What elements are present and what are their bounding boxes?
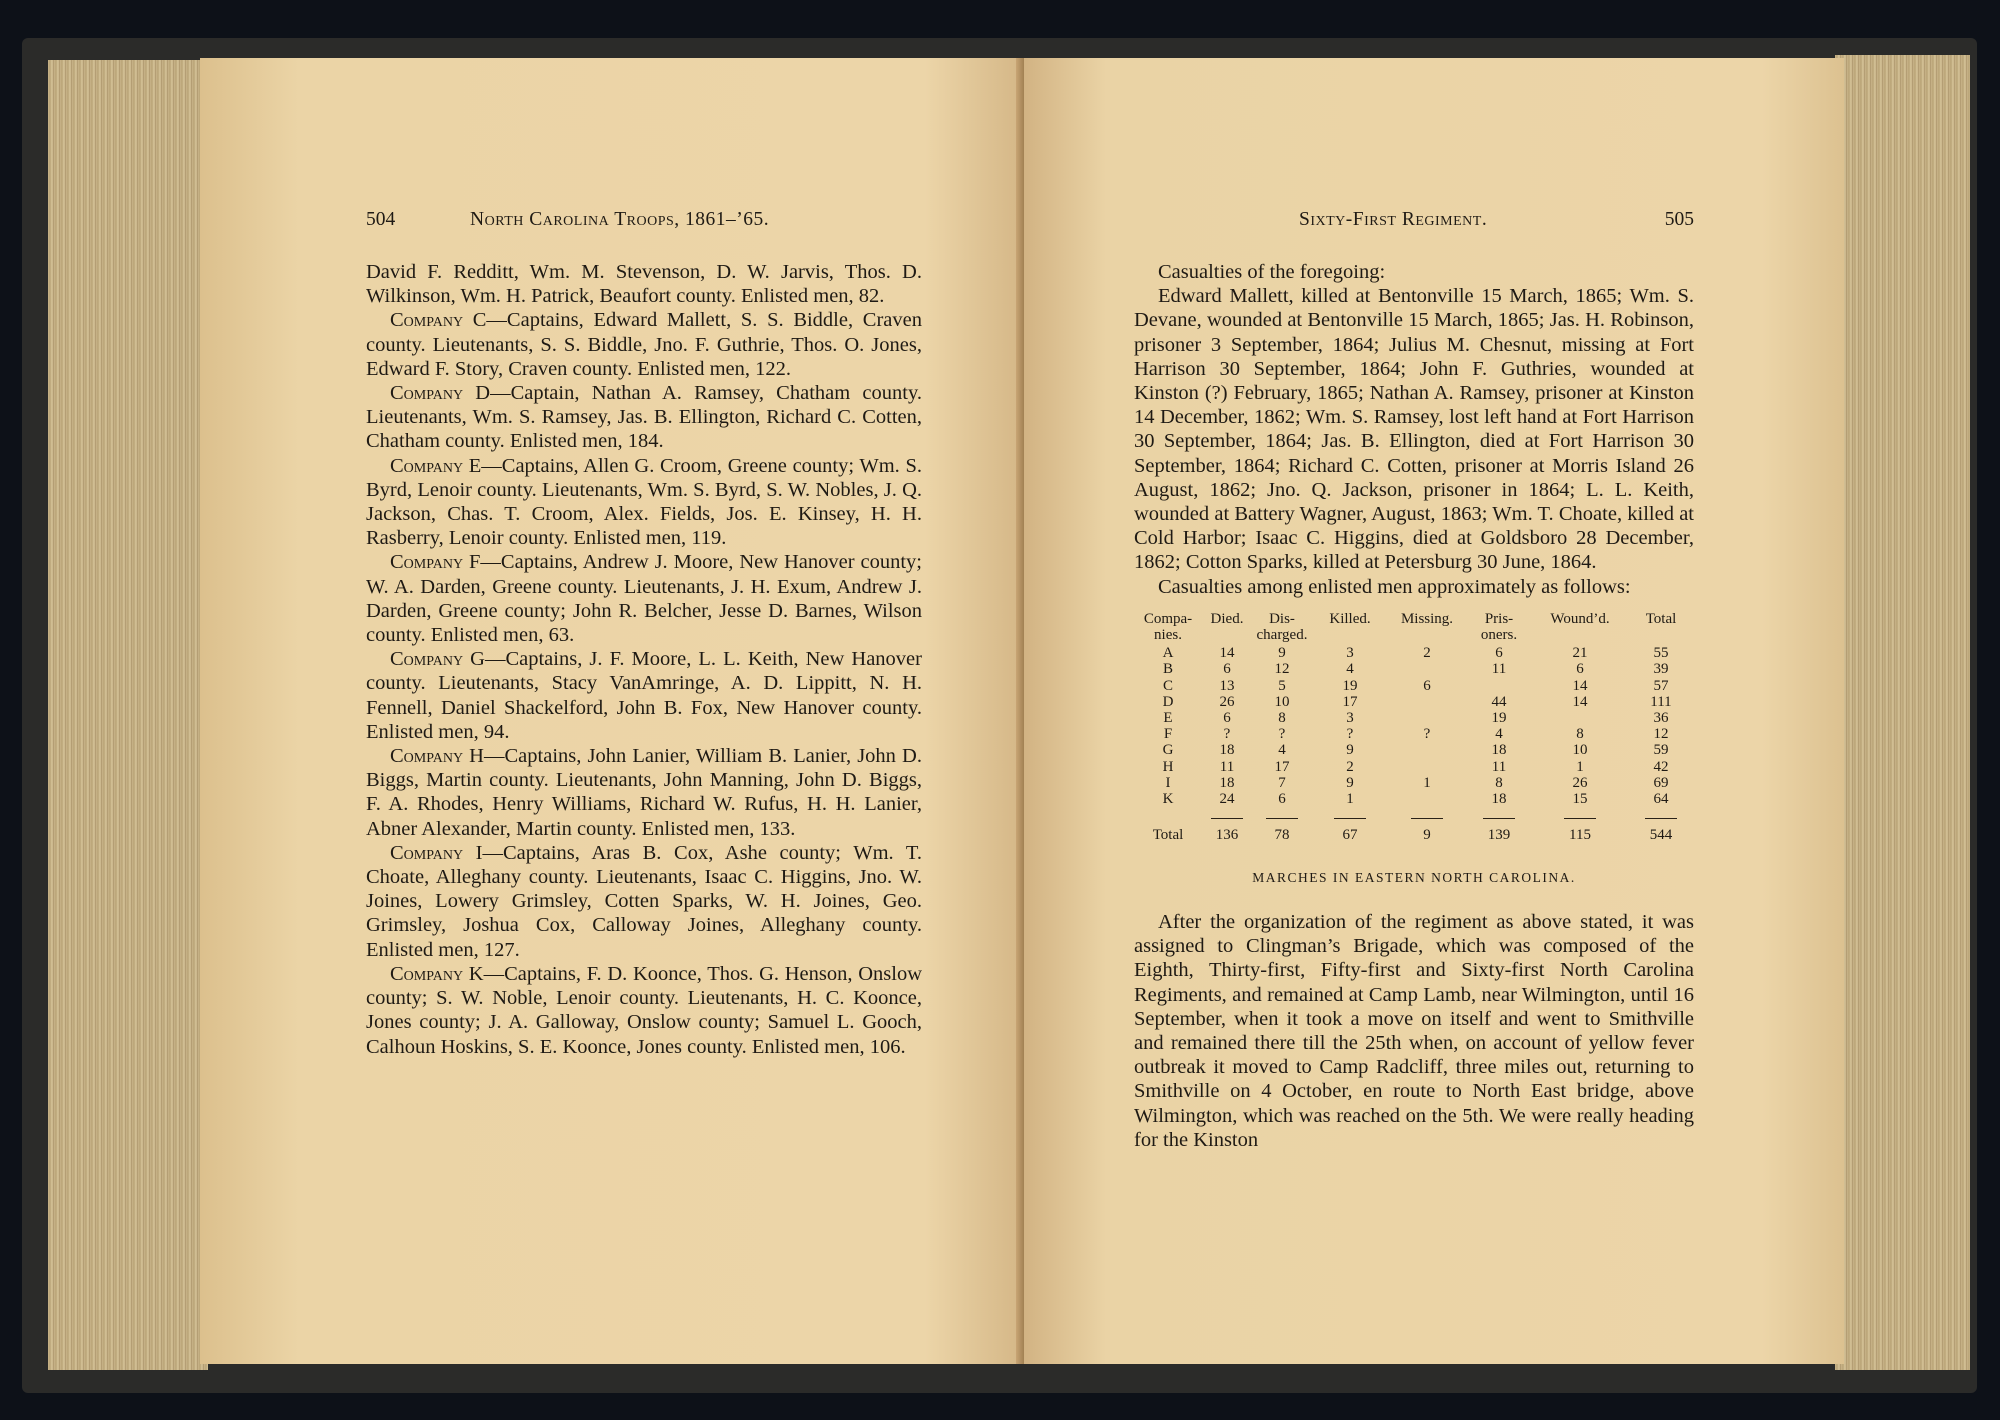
table-cell: ? <box>1346 726 1354 743</box>
table-cell: 10 <box>1572 742 1588 759</box>
table-cell: 111 <box>1650 693 1672 710</box>
table-row <box>1134 759 1694 775</box>
company-label: Company C <box>390 309 487 332</box>
left-page-text <box>366 208 922 1059</box>
col-header: Wound’d. <box>1550 610 1610 627</box>
table-cell: 8 <box>1495 774 1503 791</box>
table-cell: 6 <box>1278 791 1286 808</box>
table-cell: 15 <box>1572 791 1588 808</box>
right-running-head <box>1134 208 1694 236</box>
table-cell: 8 <box>1278 710 1286 727</box>
col-header: Killed. <box>1329 610 1371 627</box>
table-cell: 4 <box>1278 742 1286 759</box>
table-cell: 44 <box>1491 693 1507 710</box>
company-paragraph <box>366 260 922 308</box>
company-paragraph <box>366 962 922 1059</box>
table-row <box>1134 645 1694 661</box>
table-cell: H <box>1162 758 1174 775</box>
company-text: —Captains, John Lanier, William B. Lanier, John D. Biggs, Martin county. Lieutenants, John Manning, John D. Biggs, F. A. Rhodes, Henry Williams, Richard W. Rufus, H. H. Lanier, Abner Alexander, Martin county. Enlisted men, 133. <box>366 745 922 840</box>
company-text: —Captain, Nathan A. Ramsey, Chatham county. Lieutenants, Wm. S. Ramsey, Jas. B. Ellington, Richard C. Cotten, Chatham county. Enlisted men, 184. <box>366 382 922 453</box>
table-cell: 10 <box>1274 693 1290 710</box>
table-row <box>1134 742 1694 758</box>
right-page-number: 505 <box>1664 209 1694 230</box>
right-running-title: Sixty-First Regiment. <box>1299 209 1488 230</box>
table-cell: 18 <box>1219 774 1235 791</box>
company-text: —Captains, Andrew J. Moore, New Hanover county; W. A. Darden, Greene county. Lieutenants, J. H. Exum, Andrew J. Darden, Greene county; John R. Belcher, Jesse D. Barnes, Wilson county. Enlisted men, 63. <box>366 551 922 647</box>
company-paragraph <box>366 841 922 962</box>
table-cell: 55 <box>1653 645 1669 662</box>
table-cell: 3 <box>1346 710 1354 727</box>
table-cell: C <box>1162 677 1173 694</box>
company-label: Company E <box>390 454 482 477</box>
company-paragraph <box>366 308 922 381</box>
casualty-table <box>1134 611 1694 844</box>
table-cell: E <box>1163 710 1173 727</box>
company-text: —Captains, J. F. Moore, L. L. Keith, New Hanover county. Lieutenants, Stacy VanAmringe, A. D. Lippitt, N. H. Fennell, Daniel Shackelford, John B. Fox, New Hanover county. Enlisted men, 94. <box>366 648 922 743</box>
company-label: Company I <box>390 841 483 864</box>
table-cell: B <box>1162 661 1173 678</box>
table-cell: 24 <box>1219 791 1235 808</box>
table-cell: 18 <box>1219 742 1235 759</box>
table-cell: 17 <box>1342 693 1358 710</box>
table-cell: 36 <box>1653 710 1669 727</box>
col-header: Pris- oners. <box>1480 610 1518 644</box>
table-cell: 8 <box>1576 726 1584 743</box>
page-edges-left <box>48 60 208 1370</box>
table-cell <box>1388 742 1466 758</box>
table-cell: 17 <box>1274 758 1290 775</box>
table-row <box>1134 710 1694 726</box>
table-cell: 39 <box>1653 661 1669 678</box>
table-cell <box>1388 710 1466 726</box>
company-text: —Captains, Allen G. Croom, Greene county; Wm. S. Byrd, Lenoir county. Lieutenants, Wm. S. Byrd, S. W. Nobles, J. Q. Jackson, Chas. T. Croom, Alex. Fields, Jos. E. Kinsey, H. H. Rasberry, Lenoir county. Enlisted men, 119. <box>366 454 922 550</box>
company-paragraph <box>366 550 922 647</box>
table-cell: 11 <box>1491 758 1507 775</box>
table-cell: 9 <box>1346 742 1354 759</box>
table-cell <box>1388 694 1466 710</box>
table-row <box>1134 791 1694 807</box>
table-cell: ? <box>1423 726 1431 743</box>
company-text: —Captains, F. D. Koonce, Thos. G. Henson, Onslow county; S. W. Noble, Lenoir county. Lieutenants, H. C. Koonce, Jones county; J. A. Galloway, Onslow county; Samuel L. Gooch, Calhoun Hoskins, S. E. Koonce, Jones county. Enlisted men, 106. <box>366 962 923 1058</box>
table-cell: 14 <box>1572 677 1588 694</box>
table-cell: 6 <box>1223 661 1231 678</box>
company-paragraph <box>366 744 922 841</box>
table-cell: 4 <box>1346 661 1354 678</box>
casualties-intro: Casualties of the foregoing: <box>1158 261 1386 283</box>
table-row <box>1134 726 1694 742</box>
table-cell: 11 <box>1219 758 1235 775</box>
table-cell: 12 <box>1274 661 1290 678</box>
table-cell: 1 <box>1346 791 1354 808</box>
table-body <box>1134 645 1694 807</box>
company-label: Company D <box>390 382 491 405</box>
table-cell: 14 <box>1219 645 1235 662</box>
table-cell: I <box>1165 774 1171 791</box>
table-cell: 18 <box>1491 742 1507 759</box>
table-cell: 21 <box>1572 645 1588 662</box>
table-cell: F <box>1163 726 1173 743</box>
table-cell: 3 <box>1346 645 1354 662</box>
table-cell: D <box>1162 693 1174 710</box>
company-text: —Captains, Aras B. Cox, Ashe county; Wm. T. Choate, Alleghany county. Lieutenants, Isaac C. Higgins, Jno. W. Joines, Lowery Grimsley, Cotten Sparks, W. H. Joines, Geo. Grimsley, Joshua Cox, Calloway Joines, Alleghany county. Enlisted men, 127. <box>366 841 923 961</box>
table-cell: 18 <box>1491 791 1507 808</box>
table-cell: 4 <box>1495 726 1503 743</box>
table-cell: 6 <box>1423 677 1431 694</box>
table-cell: 1 <box>1576 758 1584 775</box>
table-cell: 2 <box>1346 758 1354 775</box>
table-cell: 9 <box>1346 774 1354 791</box>
page-edges-right <box>1835 55 1970 1370</box>
left-running-head <box>366 208 922 236</box>
table-rule <box>1134 807 1694 823</box>
table-total-row: Total 136 78 67 9 139 115 544 <box>1152 827 1673 844</box>
table-cell: 6 <box>1223 710 1231 727</box>
company-paragraph <box>366 647 922 744</box>
table-cell <box>1388 759 1466 775</box>
table-cell: 9 <box>1278 645 1286 662</box>
table-cell: 6 <box>1495 645 1503 662</box>
table-cell: 14 <box>1572 693 1588 710</box>
table-cell: 19 <box>1491 710 1507 727</box>
table-header-row <box>1134 611 1694 643</box>
company-label: Company H <box>390 745 484 768</box>
table-cell: K <box>1162 791 1174 808</box>
right-page-text <box>1134 208 1694 1152</box>
table-cell: 26 <box>1219 693 1235 710</box>
table-cell: 57 <box>1653 677 1669 694</box>
table-cell: 12 <box>1653 726 1669 743</box>
table-cell: 2 <box>1423 645 1431 662</box>
table-cell: 19 <box>1342 677 1358 694</box>
table-cell: G <box>1162 742 1174 759</box>
table-cell: ? <box>1223 726 1231 743</box>
table-row <box>1134 661 1694 677</box>
section-heading: MARCHES IN EASTERN NORTH CAROLINA. <box>1252 869 1576 885</box>
company-label: Company K <box>390 962 484 985</box>
right-page <box>1024 58 1844 1364</box>
table-row <box>1134 694 1694 710</box>
table-cell: A <box>1162 645 1174 662</box>
table-cell: 59 <box>1653 742 1669 759</box>
table-cell: 64 <box>1653 791 1669 808</box>
col-header: Compa- nies. <box>1143 610 1193 644</box>
table-cell: 6 <box>1576 661 1584 678</box>
left-page-number: 504 <box>366 209 396 230</box>
table-cell <box>1388 791 1466 807</box>
table-cell <box>1466 678 1532 694</box>
company-label: Company G <box>390 648 485 671</box>
table-cell: 42 <box>1653 758 1669 775</box>
col-header: Total <box>1645 610 1677 627</box>
company-paragraph <box>366 454 922 551</box>
company-text: —Captains, Edward Mallett, S. S. Biddle, Craven county. Lieutenants, S. S. Biddle, Jno. F. Guthrie, Thos. O. Jones, Edward F. Story, Craven county. Enlisted men, 122. <box>366 309 922 380</box>
table-cell: 5 <box>1278 677 1286 694</box>
enlisted-casualties-intro: Casualties among enlisted men approximately as follows: <box>1158 575 1631 598</box>
left-running-title: North Carolina Troops, 1861–’65. <box>470 209 770 230</box>
table-cell: 7 <box>1278 774 1286 791</box>
officer-casualties: Edward Mallett, killed at Bentonville 15 March, 1865; Wm. S. Devane, wounded at Bentonville 15 March, 1865; Jas. H. Robinson, prisoner 3 September, 1864; Julius M. Chesnut, missing at Fort Harrison 30 September, 1864; John F. Guthries, wounded at Kinston (?) February, 1865; Nathan A. Ramsey, prisoner at Kinston 14 December, 1862; Wm. S. Ramsey, lost left hand at Fort Harrison 30 September, 1864; Jas. B. Ellington, died at Fort Harrison 30 September, 1864; Richard C. Cotten, prisoner at Morris Island 26 August, 1862; Jno. Q. Jackson, prisoner in 1864; L. L. Keith, wounded at Battery Wagner, August, 1863; Wm. T. Choate, killed at Cold Harbor; Isaac C. Higgins, died at Goldsboro 28 December, 1862; Cotton Sparks, killed at Petersburg 30 June, 1864. <box>1134 285 1694 574</box>
table-cell: 1 <box>1423 774 1431 791</box>
left-page <box>200 58 1024 1364</box>
marches-paragraph: After the organization of the regiment as above stated, it was assigned to Clingman’s Brigade, which was composed of the Eighth, Thirty-first, Fifty-first and Sixty-first North Carolina Regiments, and remained at Camp Lamb, near Wilmington, until 16 September, when it took a move on itself and went to Smithville and remained there till the 25th when, on account of yellow fever outbreak it moved to Camp Radcliff, three miles out, returning to Smithville on 4 October, en route to North East bridge, above Wilmington, which was reached on the 5th. We were really heading for the Kinston <box>1134 910 1694 1151</box>
table-row <box>1134 775 1694 791</box>
col-header: Dis- charged. <box>1256 610 1308 644</box>
company-text: David F. Redditt, Wm. M. Stevenson, D. W. Jarvis, Thos. D. Wilkinson, Wm. H. Patrick, Beaufort county. Enlisted men, 82. <box>366 261 922 308</box>
table-cell: ? <box>1278 726 1286 743</box>
company-label: Company F <box>390 551 481 574</box>
company-paragraph <box>366 381 922 454</box>
table-cell: 26 <box>1572 774 1588 791</box>
table-cell: 13 <box>1219 677 1235 694</box>
table-row <box>1134 678 1694 694</box>
table-cell <box>1532 710 1628 726</box>
company-roster <box>366 260 922 1059</box>
col-header: Missing. <box>1400 610 1454 627</box>
table-cell: 11 <box>1491 661 1507 678</box>
col-header: Died. <box>1210 610 1244 627</box>
table-cell <box>1388 661 1466 677</box>
table-cell: 69 <box>1653 774 1669 791</box>
